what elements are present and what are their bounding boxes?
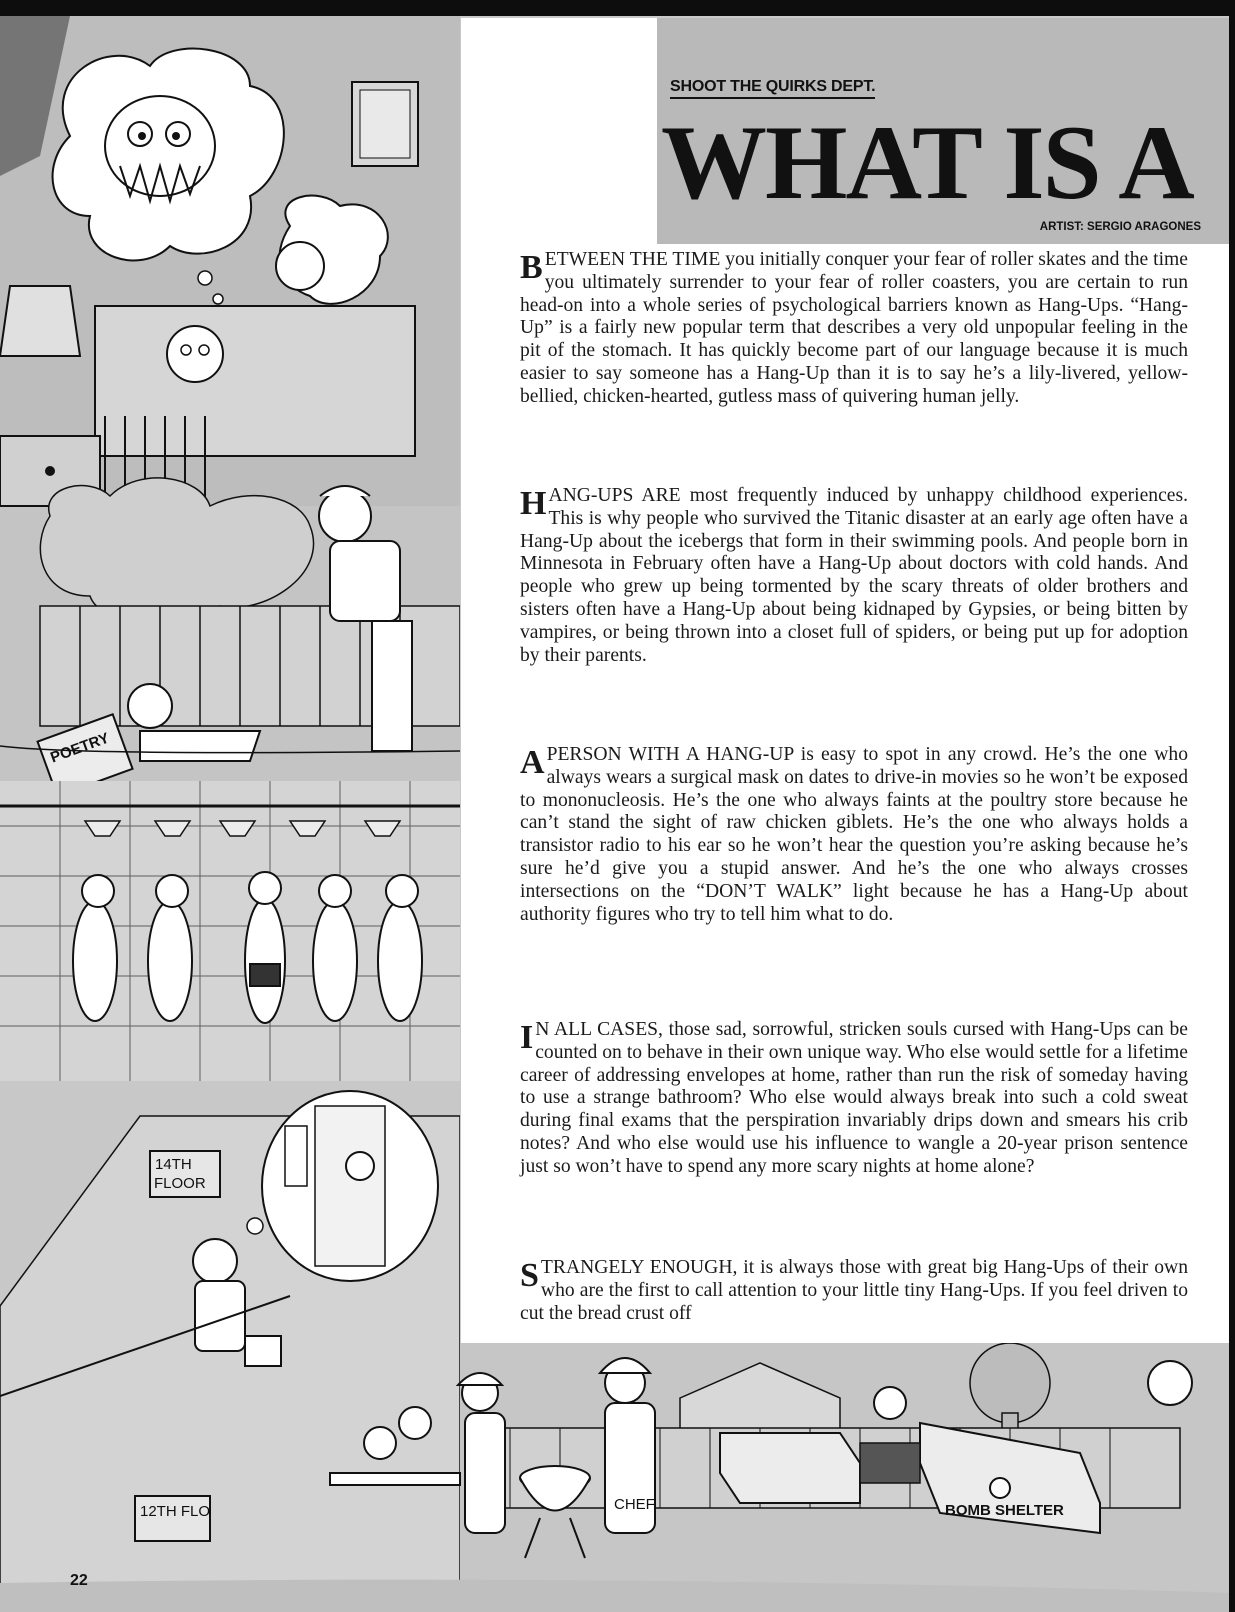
floor-14-label-line1: 14TH <box>155 1156 192 1173</box>
paragraph-text: ANG-UPS ARE most frequently induced by unhappy childhood experiences. This is why people who survived the Titanic disaster at an early age often have a Hang-Up about the icebergs that form in their swimming pools. And people born in Minnesota in February often have a Hang-Up about doctors with cold hands. And people who grew up being tormented by the scary threats of older brothers and sisters often have a Hang-Up about being kidnaped by Gypsies, or being bitten by vampires, or being thrown into a closet full of spiders, or being put up for adoption by their parents. <box>520 485 1188 666</box>
dropcap: A <box>520 744 545 781</box>
dropcap: S <box>520 1257 539 1294</box>
paragraph-2 <box>520 485 1188 667</box>
paragraph-1 <box>520 249 1188 409</box>
page-number: 22 <box>70 1572 88 1589</box>
paragraph-4 <box>520 1019 1188 1179</box>
artist-credit: ARTIST: SERGIO ARAGONES <box>1039 221 1201 233</box>
article-header <box>657 18 1229 244</box>
article-column-top <box>461 18 657 244</box>
scan-border-top <box>0 0 1235 16</box>
paragraph-text: TRANGELY ENOUGH, it is always those with great big Hang-Ups of their own who are the first to call attention to your little tiny Hang-Ups. If you feel driven to cut the bread crust off <box>520 1257 1188 1324</box>
scan-border-right <box>1229 0 1235 1612</box>
paragraph-text: N ALL CASES, those sad, sorrowful, stricken souls cursed with Hang-Ups can be counted on to behave in their own unique way. Who else would settle for a lifetime career of addressing envelopes at home, rather than run the risk of someday having to use a strange bathroom? Who else would always break into such a cold sweat during final exams that the perspiration invariably drips down and smears his crib notes? And who else would use his influence to wangle a 20-year prison sentence just so won’t have to spend any more scary nights at home alone? <box>520 1019 1188 1177</box>
paragraph-text: ETWEEN THE TIME you initially conquer your fear of roller skates and the time you ultimately surrender to your fear of roller coasters, you are certain to run head-on into a whole series of psychological barriers known as Hang-Ups. “Hang-Up” is a fairly new popular term that describes a very old unpopular feeling in the pit of the stomach. It has quickly become part of our language because it is much easier to say someone has a Hang-Up than it is to say he’s a lily-livered, yellow-bellied, chicken-hearted, gutless mass of quivering human jelly. <box>520 249 1188 407</box>
article-body <box>461 244 1229 1343</box>
poetry-book-label: POETRY <box>48 729 112 767</box>
chef-apron-label: CHEF <box>614 1496 655 1513</box>
floor-12-label: 12TH FLO <box>140 1503 211 1520</box>
dropcap: B <box>520 249 543 286</box>
paragraph-3 <box>520 744 1188 926</box>
paragraph-text: PERSON WITH A HANG-UP is easy to spot in any crowd. He’s the one who always wears a surgical mask on dates to drive-in movies so he won’t be exposed to mononucleosis. He’s the one who always faints at the poultry store because he can’t stand the sight of raw chicken giblets. He’s the one who always holds a transistor radio to his ear so he won’t hear the question you’re asking because he’s sure he’d give you a stupid answer. And he’s the one who always crosses intersections on the “DON’T WALK” light because he has a Hang-Up about authority figures who try to tell him what to do. <box>520 744 1188 925</box>
department-label: SHOOT THE QUIRKS DEPT. <box>670 78 875 99</box>
dropcap: I <box>520 1019 534 1056</box>
dropcap: H <box>520 485 547 522</box>
headline: WHAT IS A <box>661 104 1193 221</box>
paragraph-5 <box>520 1257 1188 1325</box>
bomb-shelter-label: BOMB SHELTER <box>945 1502 1064 1519</box>
bottom-cartoon-illustration <box>0 1343 1235 1612</box>
svg-text:FLOOR: FLOOR <box>154 1175 206 1192</box>
